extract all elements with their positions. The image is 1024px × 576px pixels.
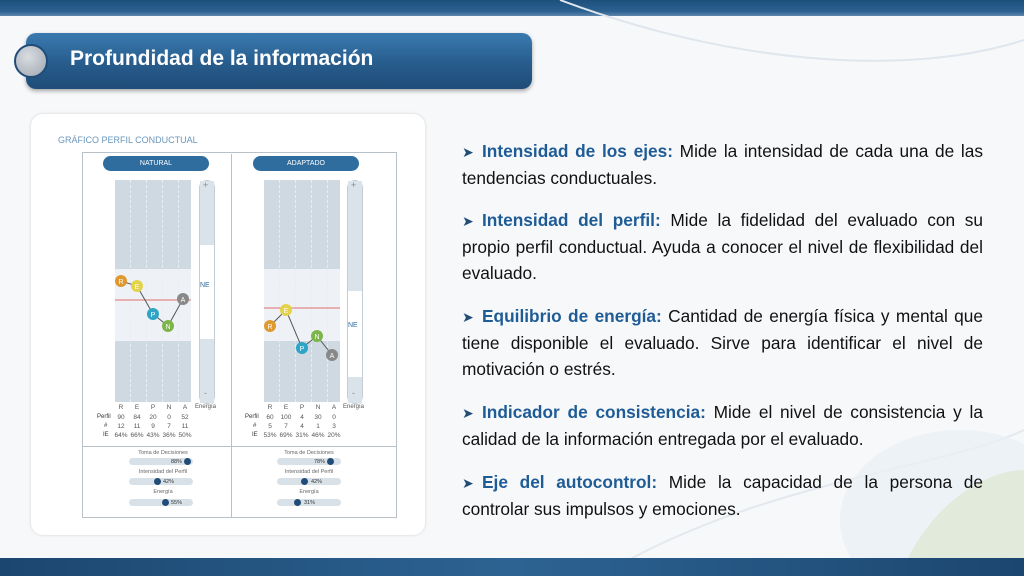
bullet-text: Mide la capacidad de la persona de controlar sus impulsos y emociones. xyxy=(462,472,983,519)
natural-toma-label: Toma de Decisiones xyxy=(138,450,188,456)
adaptado-minus-sign: - xyxy=(352,388,355,398)
natural-num-row: 12 11 9 7 11 xyxy=(117,423,189,430)
natural-ie-row: 64% 66% 43% 36% 50% xyxy=(114,432,192,439)
svg-text:R: R xyxy=(267,324,273,331)
svg-text:E: E xyxy=(134,284,140,291)
natural-intensidad-value: 42% xyxy=(163,479,175,485)
bullet-item xyxy=(462,139,983,192)
adaptado-num-label: # xyxy=(253,423,257,429)
bullet-text: Cantidad de energía física y mental que tiene disponible el evaluado. Sirve para identificar el nivel de motivación o estrés. xyxy=(462,306,983,379)
arrow-bullet-icon: ➤ xyxy=(462,309,474,325)
adaptado-energia-label: Energía xyxy=(299,489,319,495)
bullet-item xyxy=(462,304,983,382)
bullet-term: Intensidad de los ejes: xyxy=(482,141,673,161)
natural-energia-dot xyxy=(162,499,169,506)
natural-perfil-row: 90 84 20 0 52 xyxy=(117,414,189,421)
arrow-bullet-icon: ➤ xyxy=(462,213,474,229)
adaptado-axis-labels: R E P N A xyxy=(267,404,337,411)
svg-text:P: P xyxy=(299,346,305,353)
bottom-band xyxy=(0,558,1024,576)
chart-panel xyxy=(31,114,425,535)
adaptado-ne-label: NE xyxy=(348,322,358,329)
chart-divider xyxy=(231,154,232,517)
chart-hdivider xyxy=(82,446,397,447)
adaptado-energia-dot xyxy=(294,499,301,506)
natural-ne-label: NE xyxy=(200,282,210,289)
natural-energia-label: Energía xyxy=(153,489,173,495)
adaptado-toma-dot xyxy=(327,458,334,465)
natural-perfil-label: Perfil xyxy=(97,414,111,420)
adaptado-ie-label: IE xyxy=(252,432,258,438)
bullet-item xyxy=(462,208,983,286)
adaptado-profile-line xyxy=(264,180,340,402)
bullet-term: Intensidad del perfil: xyxy=(482,210,661,230)
adaptado-energy-bar xyxy=(347,180,363,404)
page-title: Profundidad de la información xyxy=(70,47,374,70)
adaptado-intensidad-bar xyxy=(277,478,341,485)
bullet-term: Equilibrio de energía: xyxy=(482,306,662,326)
adaptado-num-row: 5 7 4 1 3 xyxy=(268,423,336,430)
bullet-term: Indicador de consistencia: xyxy=(482,402,706,422)
adaptado-intensidad-label: Intensidad del Perfil xyxy=(284,469,334,475)
svg-text:A: A xyxy=(180,297,186,304)
adaptado-ie-row: 53% 69% 31% 46% 20% xyxy=(263,432,341,439)
natural-profile-line xyxy=(115,180,191,402)
plus-sign: + xyxy=(203,180,209,190)
svg-text:E: E xyxy=(283,308,289,315)
natural-ie-label: IE xyxy=(103,432,109,438)
adaptado-perfil-label: Perfil xyxy=(245,414,259,420)
title-bar xyxy=(26,33,532,89)
svg-text:N: N xyxy=(314,334,320,341)
natural-intensidad-dot xyxy=(154,478,161,485)
natural-intensidad-bar xyxy=(129,478,193,485)
adaptado-intensidad-dot xyxy=(301,478,308,485)
bullet-item xyxy=(462,470,983,523)
title-circle-icon xyxy=(14,44,48,78)
natural-intensidad-label: Intensidad del Perfil xyxy=(138,469,188,475)
natural-toma-dot xyxy=(184,458,191,465)
svg-text:N: N xyxy=(165,324,171,331)
adaptado-toma-value: 78% xyxy=(314,459,326,465)
bullet-text: Mide la intensidad de cada una de las tendencias conductuales. xyxy=(462,141,984,188)
natural-energia-value: 55% xyxy=(171,500,183,506)
bullet-text: Mide la fidelidad del evaluado con su propio perfil conductual. Ayuda a conocer el nivel de flexibilidad del evaluado. xyxy=(462,210,983,283)
minus-sign: - xyxy=(204,388,207,398)
adaptado-plus-sign: + xyxy=(351,180,357,190)
natural-num-label: # xyxy=(104,423,108,429)
adaptado-perfil-row: 60 100 4 30 0 xyxy=(266,414,336,421)
adaptado-energia-value: 31% xyxy=(304,500,316,506)
natural-energy-bar xyxy=(199,180,215,404)
arrow-bullet-icon: ➤ xyxy=(462,475,474,491)
adaptado-toma-label: Toma de Decisiones xyxy=(284,450,334,456)
svg-text:A: A xyxy=(329,353,335,360)
arrow-bullet-icon: ➤ xyxy=(462,144,474,160)
bullet-item xyxy=(462,400,983,453)
chart-title: GRÁFICO PERFIL CONDUCTUAL xyxy=(58,135,198,145)
bullet-term: Eje del autocontrol: xyxy=(482,472,658,492)
bullet-text: Mide el nivel de consistencia y la calidad de la información entregada por el evaluado. xyxy=(462,402,983,449)
arrow-bullet-icon: ➤ xyxy=(462,405,474,421)
natural-toma-value: 88% xyxy=(171,459,183,465)
svg-text:P: P xyxy=(150,312,156,319)
svg-text:R: R xyxy=(118,279,124,286)
natural-tag: NATURAL xyxy=(103,156,209,171)
natural-energy-label: Energía xyxy=(195,404,217,410)
adaptado-intensidad-value: 42% xyxy=(311,479,323,485)
adaptado-energy-label: Energía xyxy=(343,404,365,410)
natural-energia-bar xyxy=(129,499,193,506)
natural-axis-labels: R E P N A xyxy=(118,404,188,411)
adaptado-tag: ADAPTADO xyxy=(253,156,359,171)
